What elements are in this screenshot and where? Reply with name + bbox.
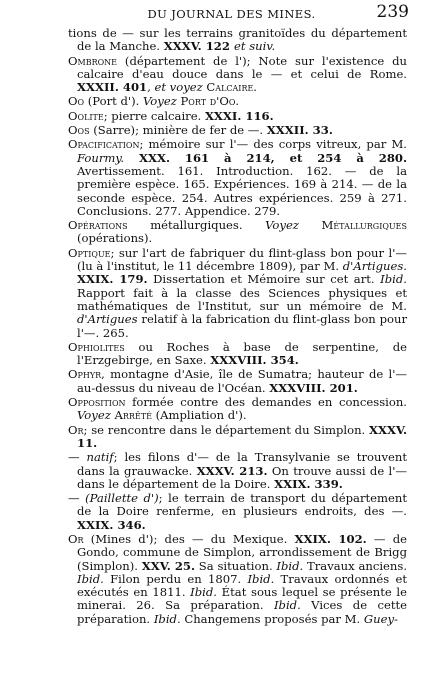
index-entry: [68, 138, 407, 218]
entry-text-segment: Optique: [68, 245, 111, 260]
entry-text-segment: Or: [68, 531, 84, 546]
entry-text-segment: XXXI. 116.: [204, 108, 274, 123]
index-entry: [68, 424, 407, 451]
entry-text-segment: Voyez: [77, 408, 115, 423]
entry-text-segment: Ibid.: [380, 272, 407, 287]
index-entry: [68, 396, 407, 423]
entry-text-segment: Voyez: [143, 94, 181, 109]
entry-text-segment: , montagne d'Asie, île de Sumatra; hauteur de l'— au-dessus du niveau de l'Océan.: [77, 367, 407, 395]
index-entry: [68, 95, 407, 108]
entry-text-segment: Ibid.: [276, 558, 304, 573]
entry-text-segment: ; se rencontre dans le département du Simplon.: [83, 422, 369, 437]
index-entry: [68, 27, 407, 54]
index-entry: [68, 110, 407, 123]
entry-text-segment: Ibid.: [153, 611, 181, 626]
entry-text-segment: XXXV. 213.: [196, 463, 268, 478]
entry-text-segment: relatif à la fabrication du flint-glass bon pour l'—. 265.: [77, 312, 407, 340]
entry-text-segment: formée contre des demandes en concession.: [125, 395, 407, 410]
entry-text-segment: Travaux anciens.: [303, 558, 408, 573]
index-entry: [68, 55, 407, 95]
entry-text-segment: — natif: [68, 450, 114, 465]
entry-text-segment: Ombrone: [68, 53, 117, 68]
entry-text-segment: XXXVIII. 354.: [210, 353, 299, 368]
index-entry: [68, 219, 407, 246]
entry-text-segment: Ibid.: [247, 571, 275, 586]
index-entry: [68, 533, 407, 626]
entry-text-segment: ou Roches à base de serpentine, de l'Erzgebirge, en Saxe.: [77, 339, 407, 368]
entry-text-segment: XXXII. 33.: [266, 123, 333, 138]
index-entries: [68, 27, 407, 627]
entry-text-segment: Voyez: [265, 218, 322, 233]
entry-text-segment: et suiv.: [233, 39, 276, 54]
entry-text-segment: Ibid.: [273, 598, 301, 613]
page-number: 239: [376, 2, 409, 22]
entry-text-segment: (Ampliation d').: [151, 408, 247, 423]
entry-text-segment: Rapport fait à la classe des Sciences physiques et mathématiques de l'Institut, sur un mémoire de M.: [77, 285, 407, 313]
entry-text-segment: Fourmy.: [77, 150, 125, 165]
index-entry: [68, 247, 407, 340]
entry-text-segment: ; sur l'art de fabriquer du flint-glass bon pour l'— (lu à l'institut, le 11 décembre 1809), par M.: [77, 245, 407, 274]
entry-text-segment: Guey-: [363, 611, 398, 626]
index-entry: [68, 124, 407, 137]
entry-text-segment: ; pierre calcaire.: [103, 108, 205, 123]
entry-text-segment: Ophyr: [68, 367, 102, 382]
entry-text-segment: Sa situation.: [195, 558, 277, 573]
entry-text-segment: Arrêté: [114, 408, 152, 423]
entry-text-segment: Port d'Oo.: [180, 94, 240, 109]
entry-text-segment: Oolite: [68, 108, 104, 123]
entry-text-segment: (opérations).: [77, 231, 153, 246]
entry-text-segment: tions de — sur les terrains granitoïdes du département de la Manche.: [68, 26, 407, 54]
entry-text-segment: ; mémoire sur l'— des corps vitreux, par M.: [139, 137, 407, 152]
entry-text-segment: État sous lequel se présente le minerai. 26. Sa préparation.: [77, 585, 407, 613]
entry-text-segment: — de Gondo, commune de Simplon, arrondissement de Brigg (Simplon).: [77, 531, 407, 573]
entry-text-segment: métallurgiques.: [127, 218, 266, 233]
index-entry: [68, 341, 407, 368]
entry-text-segment: , et voyez: [147, 80, 207, 95]
entry-text-segment: Opposition: [68, 395, 126, 410]
entry-text-segment: Ophiolites: [68, 339, 125, 354]
entry-text-segment: Travaux ordonnés et exécutés en 1811.: [77, 571, 407, 600]
entry-text-segment: Oo: [68, 94, 85, 109]
index-entry: [68, 451, 407, 491]
index-entry: [68, 492, 407, 532]
entry-text-segment: ; le terrain de transport du département de la Doire renferme, en plusieurs endroits, des —.: [77, 491, 407, 519]
entry-text-segment: — (Paillette d'): [68, 491, 159, 506]
entry-text-segment: XXIX. 339.: [274, 476, 343, 491]
entry-text-segment: d'Artigues.: [342, 259, 407, 274]
entry-text-segment: Ibid.: [190, 585, 217, 600]
entry-text-segment: Opérations: [68, 218, 128, 233]
entry-text-segment: XXXV. 11.: [77, 422, 407, 450]
entry-text-segment: XXV. 25.: [141, 558, 196, 573]
entry-text-segment: XXXV. 122: [163, 39, 234, 54]
entry-text-segment: On trouve aussi de l'— dans le département de la Doire.: [77, 463, 408, 491]
entry-text-segment: XXIX. 102.: [294, 531, 367, 546]
entry-text-segment: Or: [68, 422, 84, 437]
entry-text-segment: ; les filons d'— de la Transylvanie se trouvent dans la grauwacke.: [77, 450, 407, 478]
entry-text-segment: Changemens proposés par M.: [180, 611, 364, 626]
entry-text-segment: XXXII. 401: [77, 80, 148, 95]
entry-text-segment: Avertissement. 161. Introduction. 162. — de la première espèce. 165. Expériences. 169 à 214. — de la seconde espèce. 254. Autres expériences. 259 à 271. Conclusions. 277. Appendice. 279.: [77, 163, 407, 218]
page-header: [68, 2, 409, 24]
entry-text-segment: Calcaire.: [206, 80, 257, 95]
running-head: DU JOURNAL DES MINES.: [147, 7, 316, 21]
entry-text-segment: Filon perdu en 1807.: [103, 571, 248, 586]
entry-text-segment: d'Artigues: [77, 312, 138, 327]
entry-text-segment: XXIX. 346.: [77, 517, 146, 532]
entry-text-segment: (Port d').: [84, 94, 143, 109]
entry-text-segment: XXX. 161 à 214, et 254 à 280.: [124, 150, 407, 165]
entry-text-segment: Dissertation et Mémoire sur cet art.: [147, 272, 381, 287]
entry-text-segment: (Sarre); minière de fer de —.: [89, 123, 267, 138]
entry-text-segment: Métallurgiques: [321, 218, 407, 233]
entry-text-segment: Ibid.: [77, 571, 104, 586]
entry-text-segment: XXXVIII. 201.: [269, 380, 358, 395]
entry-text-segment: XXIX. 179.: [77, 272, 148, 287]
entry-text-segment: Opacification: [68, 137, 140, 152]
entry-text-segment: Vices de cette préparation.: [77, 598, 407, 626]
index-entry: [68, 368, 407, 395]
entry-text-segment: (département de l'); Note sur l'existence du calcaire d'eau douce dans le — et celui de Rome.: [77, 53, 407, 81]
entry-text-segment: Oos: [68, 123, 90, 138]
entry-text-segment: (Mines d'); des — du Mexique.: [83, 531, 295, 546]
